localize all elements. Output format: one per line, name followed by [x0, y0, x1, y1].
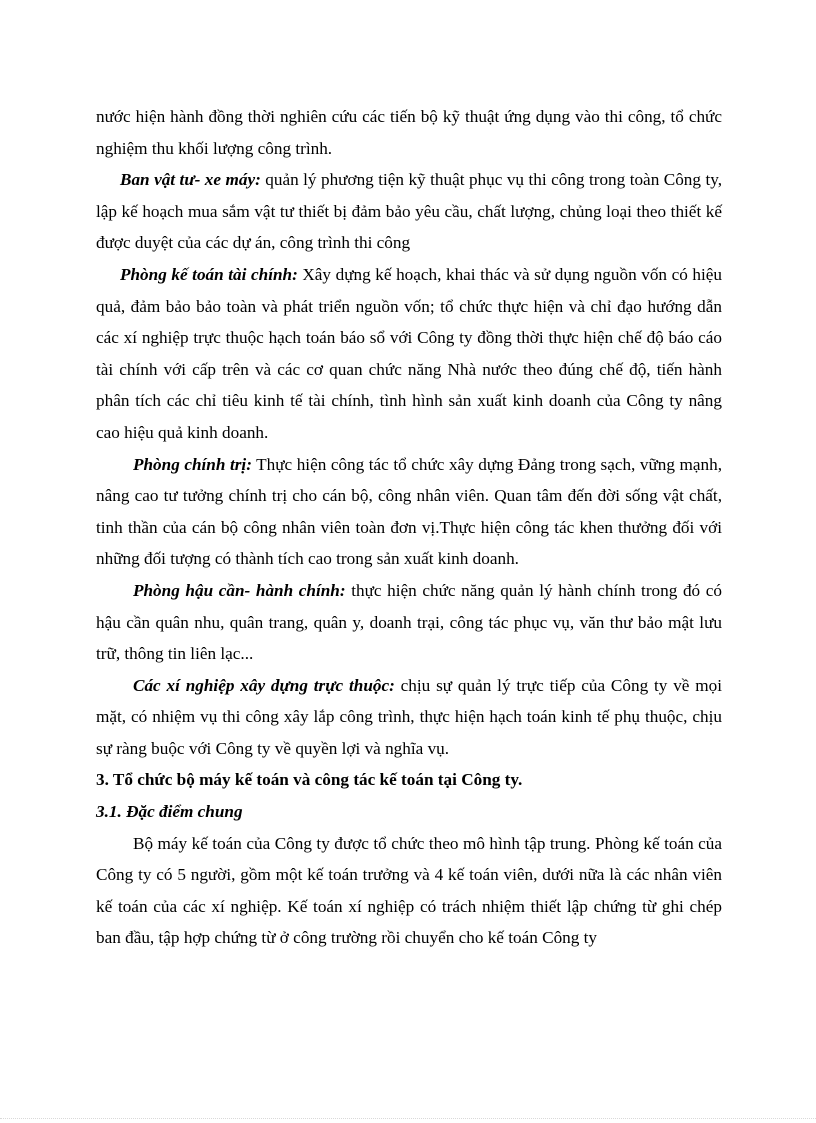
paragraph-text: chịu sự quản lý trực tiếp của Công ty về mọi mặt, có nhiệm vụ thi công xây lắp công trình, thực hiện hạch toán kinh tế phụ thuộc, chịu sự ràng buộc với Công ty về quyền lợi và nghĩa vụ. — [96, 675, 722, 758]
section-heading: 3. Tổ chức bộ máy kế toán và công tác kế toán tại Công ty. — [96, 770, 523, 790]
paragraph-text: thực hiện chức năng quản lý hành chính trong đó có hậu cần quân nhu, quân trang, quân y, doanh trại, công tác phục vụ, văn thư bảo mật lưu trữ, thông tin liên lạc... — [96, 580, 722, 664]
paragraph-lead: Phòng chính trị: — [133, 454, 252, 474]
paragraph-lead: Phòng kế toán tài chính: — [120, 264, 298, 284]
paragraph-phong-ke-toan — [96, 259, 722, 449]
paragraph-phong-hau-can — [96, 575, 722, 670]
paragraph-text: Bộ máy kế toán của Công ty được tổ chức theo mô hình tập trung. Phòng kế toán của Công ty có 5 người, gồm một kế toán trưởng và 4 kế toán viên, dưới nữa là các nhân viên kế toán của các xí nghiệp. Kế toán xí nghiệp có trách nhiệm thiết lập chứng từ ghi chép ban đầu, tập hợp chứng từ ở công trường rồi chuyển cho kế toán Công ty — [96, 833, 722, 948]
paragraph-text: Xây dựng kế hoạch, khai thác và sử dụng nguồn vốn có hiệu quả, đảm bảo bảo toàn và phát triển nguồn vốn; tổ chức thực hiện và chỉ đạo hướng dẫn các xí nghiệp trực thuộc hạch toán báo sổ với Công ty đồng thời thực hiện chế độ báo cáo tài chính với cấp trên và các cơ quan chức năng Nhà nước theo đúng chế độ, tiến hành phân tích các chỉ tiêu kinh tế tài chính, tình hình sản xuất kinh doanh của Công ty nâng cao hiệu quả kinh doanh. — [96, 264, 722, 442]
paragraph-dac-diem-chung — [96, 828, 722, 954]
paragraph-lead: Ban vật tư- xe máy: — [120, 170, 261, 190]
page-bottom-divider — [0, 1118, 816, 1119]
paragraph-lead: Phòng hậu cần- hành chính: — [133, 580, 346, 600]
subsection-heading: 3.1. Đặc điểm chung — [96, 802, 243, 822]
paragraph-text: quản lý phương tiện kỹ thuật phục vụ thi công trong toàn Công ty, lập kế hoạch mua sắm vật tư thiết bị đảm bảo yêu cầu, chất lượng, chủng loại theo thiết kế được duyệt của các dự án, công trình thi công — [96, 170, 723, 253]
paragraph-ban-vat-tu — [96, 164, 722, 259]
paragraph-phong-chinh-tri — [96, 449, 722, 575]
paragraph-text: Thực hiện công tác tổ chức xây dựng Đảng trong sạch, vững mạnh, nâng cao tư tưởng chính trị cho cán bộ, công nhân viên. Quan tâm đến đời sống vật chất, tinh thần của cán bộ công nhân viên toàn đơn vị.Thực hiện công tác khen thưởng đối với những đối tượng có thành tích cao trong sản xuất kinh doanh. — [96, 454, 722, 569]
document-body — [96, 101, 722, 954]
paragraph-text: nước hiện hành đồng thời nghiên cứu các tiến bộ kỹ thuật ứng dụng vào thi công, tổ chức nghiệm thu khối lượng công trình. — [96, 107, 722, 158]
paragraph-lead: Các xí nghiệp xây dựng trực thuộc: — [133, 675, 395, 695]
paragraph-continuation — [96, 101, 722, 164]
paragraph-xi-nghiep — [96, 670, 722, 765]
